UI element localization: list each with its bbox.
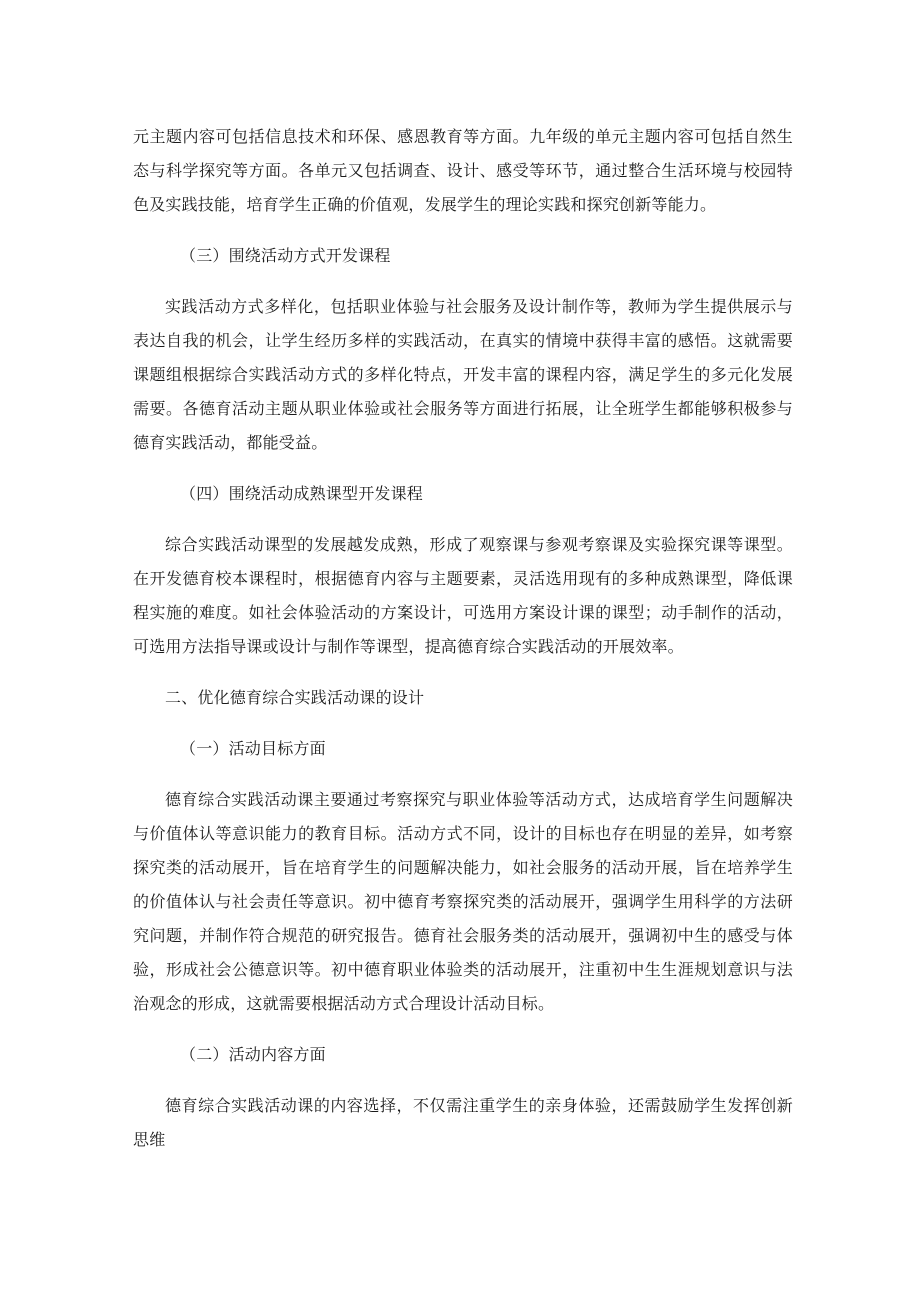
paragraph-activity-goals: 德育综合实践活动课主要通过考察探究与职业体验等活动方式，达成培育学生问题解决与价值体认等意识能力的教育目标。活动方式不同，设计的目标也存在明显的差异，如考察探究类的活动展开，旨在培育学生的问题解决能力，如社会服务的活动开展，旨在培养学生的价值体认与社会责任等意识。初中德育考察探究类的活动展开，强调学生用科学的方法研究问题，并制作符合规范的研究报告。德育社会服务类的活动展开，强调初中生的感受与体验，形成社会公德意识等。初中德育职业体验类的活动展开，注重初中生生涯规划意识与法治观念的形成，这就需要根据活动方式合理设计活动目标。	[133, 790, 793, 1013]
heading-chapter-two: 二、优化德育综合实践活动课的设计	[165, 688, 425, 707]
paragraph-activity-content: 德育综合实践活动课的内容选择，不仅需注重学生的亲身体验，还需鼓励学生发挥创新思维	[133, 1096, 793, 1149]
heading-section-four: （四）围绕活动成熟课型开发课程	[180, 484, 424, 503]
heading-activity-goals: （一）活动目标方面	[180, 739, 326, 758]
document-body	[133, 120, 793, 1157]
paragraph-section-three: 实践活动方式多样化，包括职业体验与社会服务及设计制作等，教师为学生提供展示与表达自我的机会，让学生经历多样的实践活动，在真实的情境中获得丰富的感悟。这就需要课题组根据综合实践活动方式的多样化特点，开发丰富的课程内容，满足学生的多元化发展需要。各德育活动主题从职业体验或社会服务等方面进行拓展，让全班学生都能够积极参与德育实践活动，都能受益。	[133, 297, 793, 452]
heading-activity-content: （二）活动内容方面	[180, 1045, 326, 1064]
paragraph-section-four: 综合实践活动课型的发展越发成熟，形成了观察课与参观考察课及实验探究课等课型。在开发德育校本课程时，根据德育内容与主题要素，灵活选用现有的多种成熟课型，降低课程实施的难度。如社会体验活动的方案设计，可选用方案设计课的课型；动手制作的活动，可选用方法指导课或设计与制作等课型，提高德育综合实践活动的开展效率。	[133, 535, 793, 656]
heading-section-three: （三）围绕活动方式开发课程	[180, 246, 391, 265]
paragraph-intro: 元主题内容可包括信息技术和环保、感恩教育等方面。九年级的单元主题内容可包括自然生态与科学探究等方面。各单元又包括调查、设计、感受等环节，通过整合生活环境与校园特色及实践技能，培育学生正确的价值观，发展学生的理论实践和探究创新等能力。	[133, 127, 793, 214]
